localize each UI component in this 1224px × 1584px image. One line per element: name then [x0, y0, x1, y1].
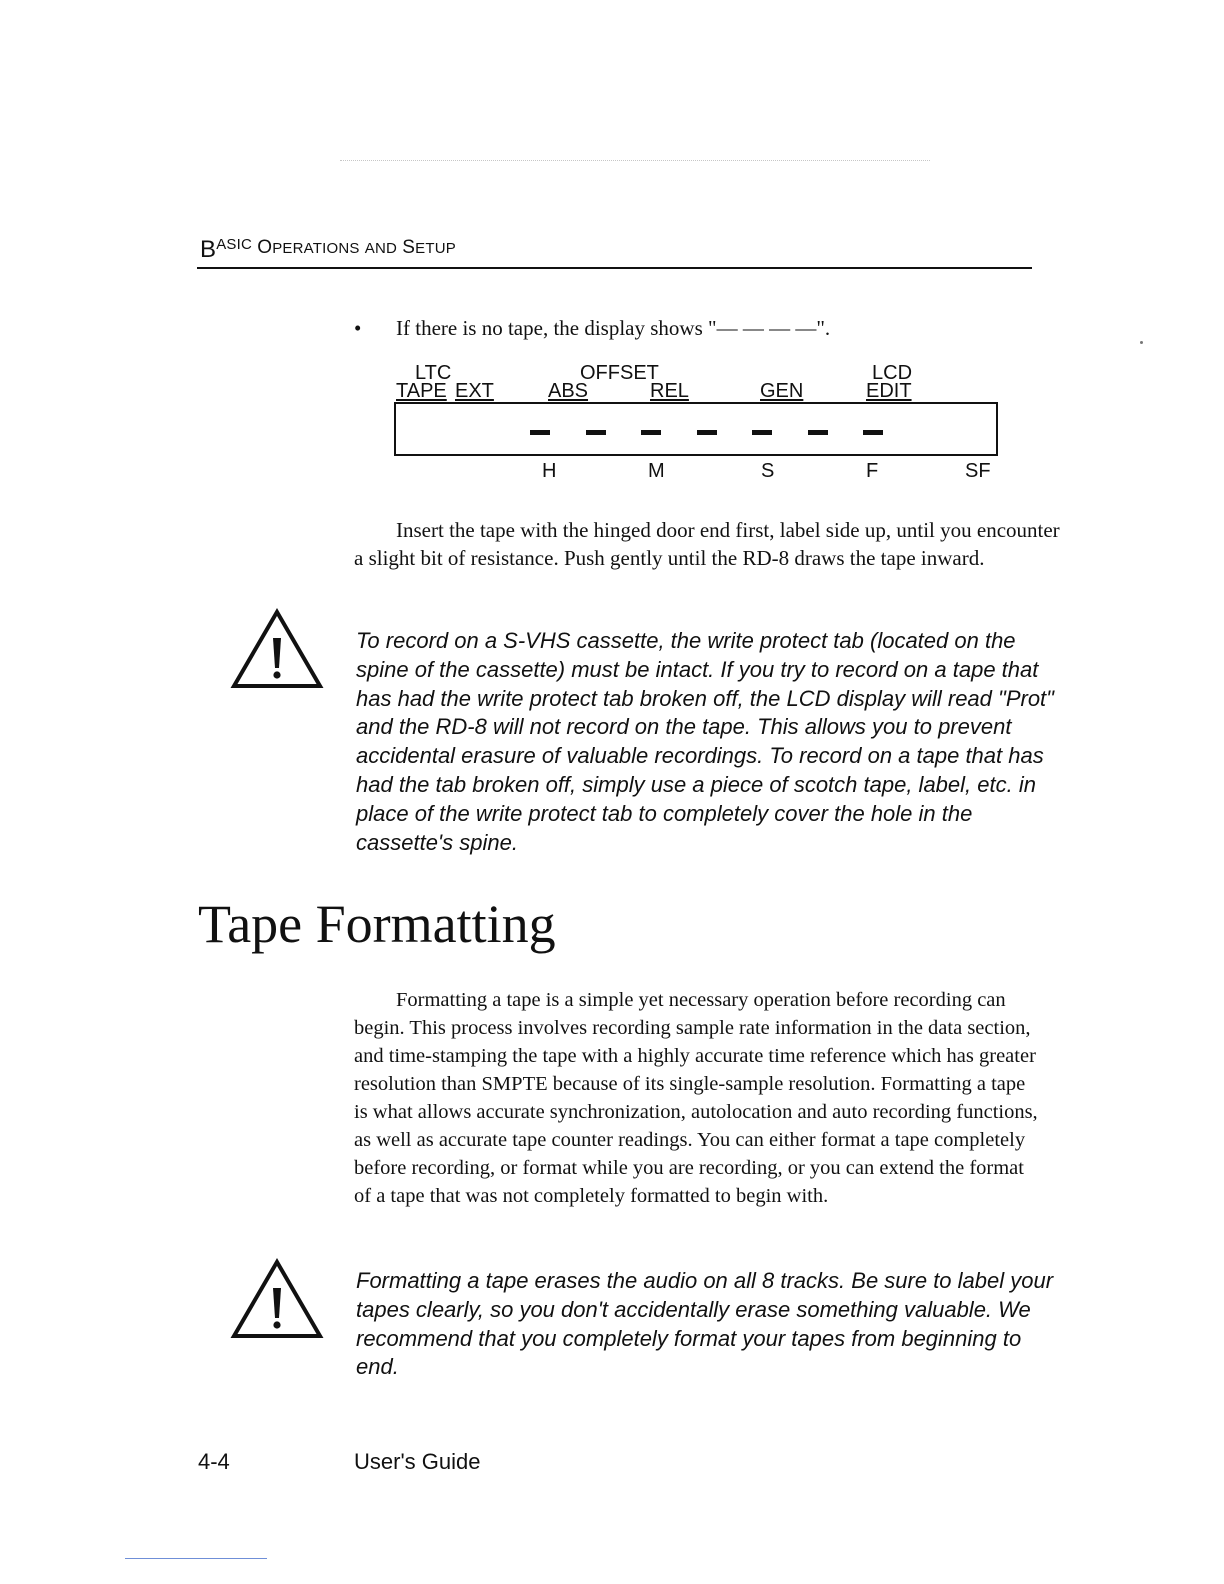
- warning-triangle-icon: [230, 608, 324, 690]
- bullet-symbol: •: [354, 316, 362, 340]
- lcd-label-ext: EXT: [455, 380, 494, 402]
- scan-artifact-dots: [340, 160, 930, 167]
- lcd-dash-segment: [586, 430, 606, 435]
- page-number: 4-4: [198, 1449, 230, 1474]
- scan-artifact-speck: [1140, 341, 1143, 344]
- lcd-dash-segment: [641, 430, 661, 435]
- lcd-dash-segment: [752, 430, 772, 435]
- lcd-dash-segment: [697, 430, 717, 435]
- lcd-label-offset: OFFSET: [580, 362, 659, 384]
- lcd-screen: [394, 402, 998, 456]
- lcd-dash-segment: [863, 430, 883, 435]
- bullet-text: If there is no tape, the display shows "— — — —".: [396, 316, 831, 340]
- scan-artifact-line: [125, 1558, 267, 1559]
- lcd-label-edit: EDIT: [866, 380, 912, 402]
- warning-triangle-icon: [230, 1258, 324, 1340]
- lcd-label-seconds: S: [761, 460, 775, 482]
- running-header: $B^{ASIC}$ OPERATIONS AND SETUP: [200, 236, 456, 263]
- lcd-label-minutes: M: [648, 460, 665, 482]
- lcd-label-rel: REL: [650, 380, 689, 402]
- lcd-dash-segment: [808, 430, 828, 435]
- header-rule: [197, 267, 1032, 269]
- lcd-dash-segment: [530, 430, 550, 435]
- lcd-label-subframes: SF: [965, 460, 991, 482]
- paragraph-insert-tape: Insert the tape with the hinged door end first, label side up, until you encounter a slight bit of resistance. Push gently until the RD-8 draws the tape inward.: [354, 518, 1060, 570]
- paragraph-tape-formatting: Formatting a tape is a simple yet necessary operation before recording can begin. This process involves recording sample rate information in the data section, and time-stamping the tape with a highly accurate time reference which has greater resolution than SMPTE because of its single-sample resolution. Formatting a tape is what allows accurate synchronization, autolocation and auto recording functions, as well as accurate tape counter readings. You can either format a tape completely before recording, or format while you are recording, or you can extend the format of a tape that was not completely formatted to begin with.: [354, 989, 1038, 1207]
- bullet-item: [354, 314, 830, 342]
- lcd-label-lcd: LCD: [872, 362, 913, 384]
- note-write-protect: To record on a S-VHS cassette, the write protect tab (located on the spine of the cassette) must be intact. If you try to record on a tape that has had the write protect tab broken off, the LCD display will read "Prot" and the RD-8 will not record on the tape. This allows you to prevent accidental erasure of valuable recordings. To record on a tape that has had the tab broken off, simply use a piece of scotch tape, label, etc. in place of the write protect tab to completely cover the hole in the cassette's spine.: [356, 628, 1054, 855]
- lcd-label-hours: H: [542, 460, 557, 482]
- lcd-label-frames: F: [866, 460, 879, 482]
- note-format-erases: Formatting a tape erases the audio on all 8 tracks. Be sure to label your tapes clearly, so you don't accidentally erase something valuable. We recommend that you completely format your tapes from beginning to end.: [356, 1268, 1054, 1380]
- lcd-label-ltc: LTC: [415, 362, 452, 384]
- lcd-label-tape: TAPE: [396, 380, 447, 402]
- lcd-label-abs: ABS: [548, 380, 589, 402]
- section-title: Tape Formatting: [198, 894, 556, 954]
- footer-title: User's Guide: [354, 1449, 481, 1474]
- lcd-label-gen: GEN: [760, 380, 804, 402]
